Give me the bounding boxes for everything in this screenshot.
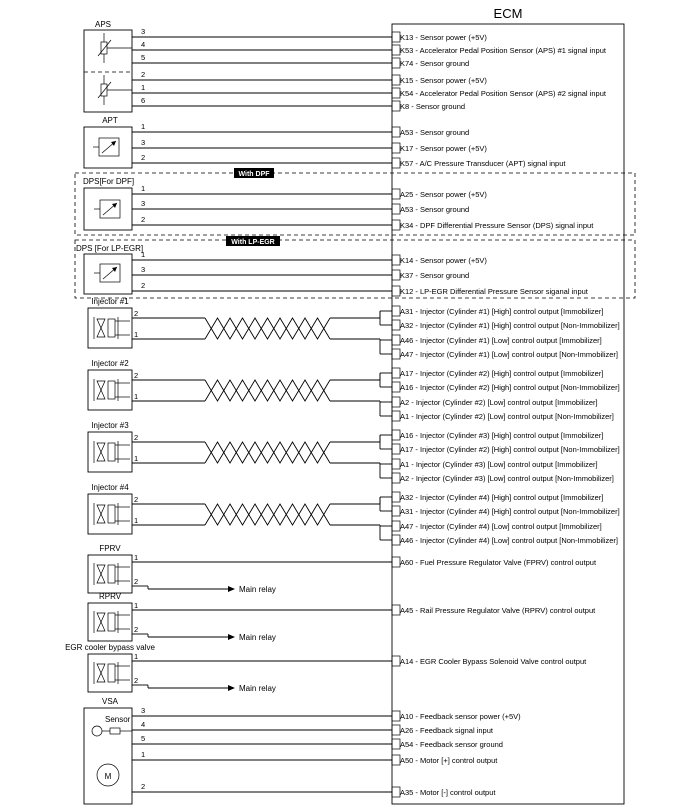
ecm-connector — [392, 158, 400, 168]
injector-ecm-label: A46 - Injector (Cylinder #4) [Low] control output [Non-Immobilizer] — [400, 536, 619, 545]
ecm-pin-label: K12 - LP-EGR Differential Pressure Sensor siganal input — [400, 287, 588, 296]
ecm-connector — [392, 382, 400, 392]
valve-bottom — [97, 452, 105, 461]
valve-top — [97, 565, 105, 574]
valve-box-1 — [88, 555, 132, 593]
ecm-connector — [392, 101, 400, 111]
pin-number: 2 — [134, 433, 139, 442]
valve-top — [97, 381, 105, 390]
ecm-pin-label: K53 - Accelerator Pedal Position Sensor (APS) #1 signal input — [400, 46, 606, 55]
ecm-pin-label: K8 - Sensor ground — [400, 102, 466, 111]
pin-number: 1 — [134, 330, 139, 339]
valve-top — [97, 319, 105, 328]
motor-symbol-label: M — [104, 772, 112, 781]
relay-arrow — [228, 685, 235, 691]
pin-number: 1 — [134, 516, 139, 525]
injector-ecm-label: A32 - Injector (Cylinder #4) [High] control output [Immobilizer] — [400, 493, 604, 502]
injector-ecm-label: A2 - Injector (Cylinder #2) [Low] control output [Immobilizer] — [400, 398, 598, 407]
ecm-connector — [392, 430, 400, 440]
ecm-pin-label: K17 - Sensor power (+5V) — [400, 144, 487, 153]
pin-number: 1 — [141, 750, 146, 759]
ecm-connector — [392, 656, 400, 666]
relay-arrow — [228, 586, 235, 592]
ecm-pin-label: K34 - DPF Differential Pressure Sensor (DPS) signal input — [400, 221, 594, 230]
ecm-connector — [392, 32, 400, 42]
ecm-connector — [392, 711, 400, 721]
aps-box — [84, 30, 132, 112]
injector-ecm-label: A31 - Injector (Cylinder #1) [High] control output [Immobilizer] — [400, 307, 604, 316]
coil — [108, 505, 115, 523]
relay-arrow — [228, 634, 235, 640]
dps-lpegr-box — [84, 254, 132, 294]
twisted-wire-b — [205, 380, 330, 401]
pin-number: 1 — [134, 601, 139, 610]
twisted-wire-b — [205, 318, 330, 339]
main-relay-label: Main relay — [239, 684, 276, 693]
ecm-connector — [392, 204, 400, 214]
pin-number: 1 — [134, 392, 139, 401]
dps-lpegr-label: DPS [For LP-EGR] — [76, 244, 144, 253]
valve-label-2: RPRV — [98, 592, 122, 601]
ecm-connector — [392, 320, 400, 330]
injector-ecm-label: A16 - Injector (Cylinder #2) [High] control output [Non-Immobilizer] — [400, 383, 620, 392]
pin-number: 3 — [141, 27, 146, 36]
pin-number: 2 — [134, 371, 139, 380]
twisted-wire-b — [205, 504, 330, 525]
pin-number: 2 — [134, 625, 139, 634]
valve-bottom — [97, 622, 105, 631]
dpf-group-tag: With DPF — [238, 171, 270, 178]
arrow-head — [112, 203, 117, 208]
pin-number: 4 — [141, 40, 146, 49]
ecm-pin-label: A53 - Sensor ground — [400, 205, 470, 214]
injector-label-1: Injector #1 — [91, 297, 129, 306]
ecm-title: ECM — [493, 6, 523, 21]
ecm-pin-label: K74 - Sensor ground — [400, 59, 470, 68]
ecm-connector — [392, 787, 400, 797]
dps-dpf-box — [84, 188, 132, 230]
ecm-connector — [392, 411, 400, 421]
arrow-head — [111, 141, 116, 146]
ecm-pin-label: K13 - Sensor power (+5V) — [400, 33, 487, 42]
pin-number: 2 — [141, 153, 146, 162]
pin-number: 2 — [141, 281, 146, 290]
injector-box-3 — [88, 432, 132, 472]
ecm-connector — [392, 306, 400, 316]
ecm-connector — [392, 459, 400, 469]
valve-top — [97, 613, 105, 622]
pin-number: 2 — [141, 215, 146, 224]
injector-box-1 — [88, 308, 132, 348]
valve-bottom — [97, 390, 105, 399]
valve-label-3: EGR cooler bypass valve — [65, 643, 155, 652]
vsa-sensor-label: Sensor — [105, 715, 131, 724]
pin-number: 1 — [141, 250, 146, 259]
injector-label-2: Injector #2 — [91, 359, 129, 368]
ecm-pin-label: A35 - Motor [-] control output — [400, 788, 496, 797]
ecm-connector — [392, 397, 400, 407]
injector-ecm-label: A17 - Injector (Cylinder #2) [High] control output [Non-Immobilizer] — [400, 445, 620, 454]
coil — [108, 613, 115, 631]
ecm-connector — [392, 473, 400, 483]
pin-number: 5 — [141, 53, 146, 62]
pin-number: 2 — [134, 577, 139, 586]
pin-number: 1 — [134, 553, 139, 562]
injector-label-4: Injector #4 — [91, 483, 129, 492]
valve-bottom — [97, 328, 105, 337]
injector-ecm-label: A2 - Injector (Cylinder #3) [Low] control output [Non-Immobilizer] — [400, 474, 614, 483]
ecm-connector — [392, 127, 400, 137]
pin-number: 4 — [141, 720, 146, 729]
ecm-connector — [392, 368, 400, 378]
valve-box-3 — [88, 654, 132, 692]
valve-bottom — [97, 574, 105, 583]
pin-number: 3 — [141, 199, 146, 208]
valve-top — [97, 443, 105, 452]
ecm-pin-label: A54 - Feedback sensor ground — [400, 740, 503, 749]
main-relay-label: Main relay — [239, 585, 276, 594]
injector-ecm-label: A1 - Injector (Cylinder #2) [Low] control output [Non-Immobilizer] — [400, 412, 614, 421]
pin-number: 6 — [141, 96, 146, 105]
potentiometer-2 — [101, 84, 107, 96]
coil — [108, 664, 115, 682]
pin-number: 1 — [134, 454, 139, 463]
injector-ecm-label: A1 - Injector (Cylinder #3) [Low] control output [Immobilizer] — [400, 460, 598, 469]
ecm-pin-label: K57 - A/C Pressure Transducer (APT) signal input — [400, 159, 566, 168]
ecm-connector — [392, 88, 400, 98]
injector-ecm-label: A47 - Injector (Cylinder #1) [Low] control output [Non-Immobilizer] — [400, 350, 619, 359]
ecm-connector — [392, 270, 400, 280]
ecm-connector — [392, 286, 400, 296]
ecm-connector — [392, 58, 400, 68]
coil — [108, 319, 115, 337]
coil — [108, 381, 115, 399]
pin-number: 1 — [141, 122, 146, 131]
pin-number: 3 — [141, 706, 146, 715]
aps-label: APS — [94, 20, 112, 29]
pin-number: 1 — [134, 652, 139, 661]
ecm-connector — [392, 444, 400, 454]
ecm-connector — [392, 335, 400, 345]
valve-bottom — [97, 673, 105, 682]
injector-box-4 — [88, 494, 132, 534]
ecm-connector — [392, 220, 400, 230]
valve-top — [97, 664, 105, 673]
ecm-connector — [392, 189, 400, 199]
ecm-connector — [392, 255, 400, 265]
ecm-connector — [392, 45, 400, 55]
coil — [108, 565, 115, 583]
ecm-connector — [392, 725, 400, 735]
ecm-connector — [392, 521, 400, 531]
injector-ecm-label: A17 - Injector (Cylinder #2) [High] control output [Immobilizer] — [400, 369, 604, 378]
ecm-pin-label: K15 - Sensor power (+5V) — [400, 76, 487, 85]
valve-ecm-label: A45 - Rail Pressure Regulator Valve (RPRV) control output — [400, 606, 596, 615]
ecm-pin-label: K54 - Accelerator Pedal Position Sensor (APS) #2 signal input — [400, 89, 606, 98]
pin-number: 2 — [141, 70, 146, 79]
valve-top — [97, 505, 105, 514]
twisted-wire-b — [205, 442, 330, 463]
ecm-pin-label: A25 - Sensor power (+5V) — [400, 190, 487, 199]
injector-label-3: Injector #3 — [91, 421, 129, 430]
ecm-connector — [392, 557, 400, 567]
pin-number: 2 — [134, 495, 139, 504]
ecm-pin-label: A50 - Motor [+] control output — [400, 756, 498, 765]
pin-number: 1 — [141, 83, 146, 92]
injector-box-2 — [88, 370, 132, 410]
ecm-pin-label: K14 - Sensor power (+5V) — [400, 256, 487, 265]
valve-ecm-label: A14 - EGR Cooler Bypass Solenoid Valve control output — [400, 657, 587, 666]
ecm-pin-label: A10 - Feedback sensor power (+5V) — [400, 712, 521, 721]
lpegr-group-tag: With LP-EGR — [231, 239, 275, 246]
coil — [108, 443, 115, 461]
ecm-connector — [392, 349, 400, 359]
ecm-connector — [392, 535, 400, 545]
main-relay-label: Main relay — [239, 633, 276, 642]
pin-number: 2 — [134, 676, 139, 685]
pin-number: 2 — [141, 782, 146, 791]
arrow-head — [112, 267, 117, 272]
ecm-connector — [392, 143, 400, 153]
injector-ecm-label: A46 - Injector (Cylinder #1) [Low] control output [Immobilizer] — [400, 336, 602, 345]
pin-number: 3 — [141, 138, 146, 147]
ecm-connector — [392, 755, 400, 765]
injector-ecm-label: A32 - Injector (Cylinder #1) [High] control output [Non-Immobilizer] — [400, 321, 620, 330]
ecm-connector — [392, 492, 400, 502]
injector-ecm-label: A47 - Injector (Cylinder #4) [Low] control output [Immobilizer] — [400, 522, 602, 531]
valve-label-1: FPRV — [99, 544, 121, 553]
pin-number: 1 — [141, 184, 146, 193]
valve-ecm-label: A60 - Fuel Pressure Regulator Valve (FPRV) control output — [400, 558, 597, 567]
pin-number: 2 — [134, 309, 139, 318]
valve-bottom — [97, 514, 105, 523]
dps-dpf-label: DPS[For DPF] — [83, 177, 135, 186]
valve-box-2 — [88, 603, 132, 641]
ecm-connector — [392, 605, 400, 615]
ecm-pin-label: A26 - Feedback signal input — [400, 726, 493, 735]
ecm-pin-label: K37 - Sensor ground — [400, 271, 470, 280]
ecm-connector — [392, 75, 400, 85]
injector-ecm-label: A16 - Injector (Cylinder #3) [High] control output [Immobilizer] — [400, 431, 604, 440]
injector-ecm-label: A31 - Injector (Cylinder #4) [High] control output [Non-Immobilizer] — [400, 507, 620, 516]
pin-number: 3 — [141, 265, 146, 274]
vsa-sensor-symbol — [92, 726, 102, 736]
ecm-connector — [392, 739, 400, 749]
ecm-pin-label: A53 - Sensor ground — [400, 128, 470, 137]
potentiometer-1 — [101, 42, 107, 54]
vsa-label: VSA — [101, 697, 119, 706]
pin-number: 5 — [141, 734, 146, 743]
apt-label: APT — [102, 116, 118, 125]
vsa-sensor-resistor — [110, 728, 120, 734]
ecm-connector — [392, 506, 400, 516]
